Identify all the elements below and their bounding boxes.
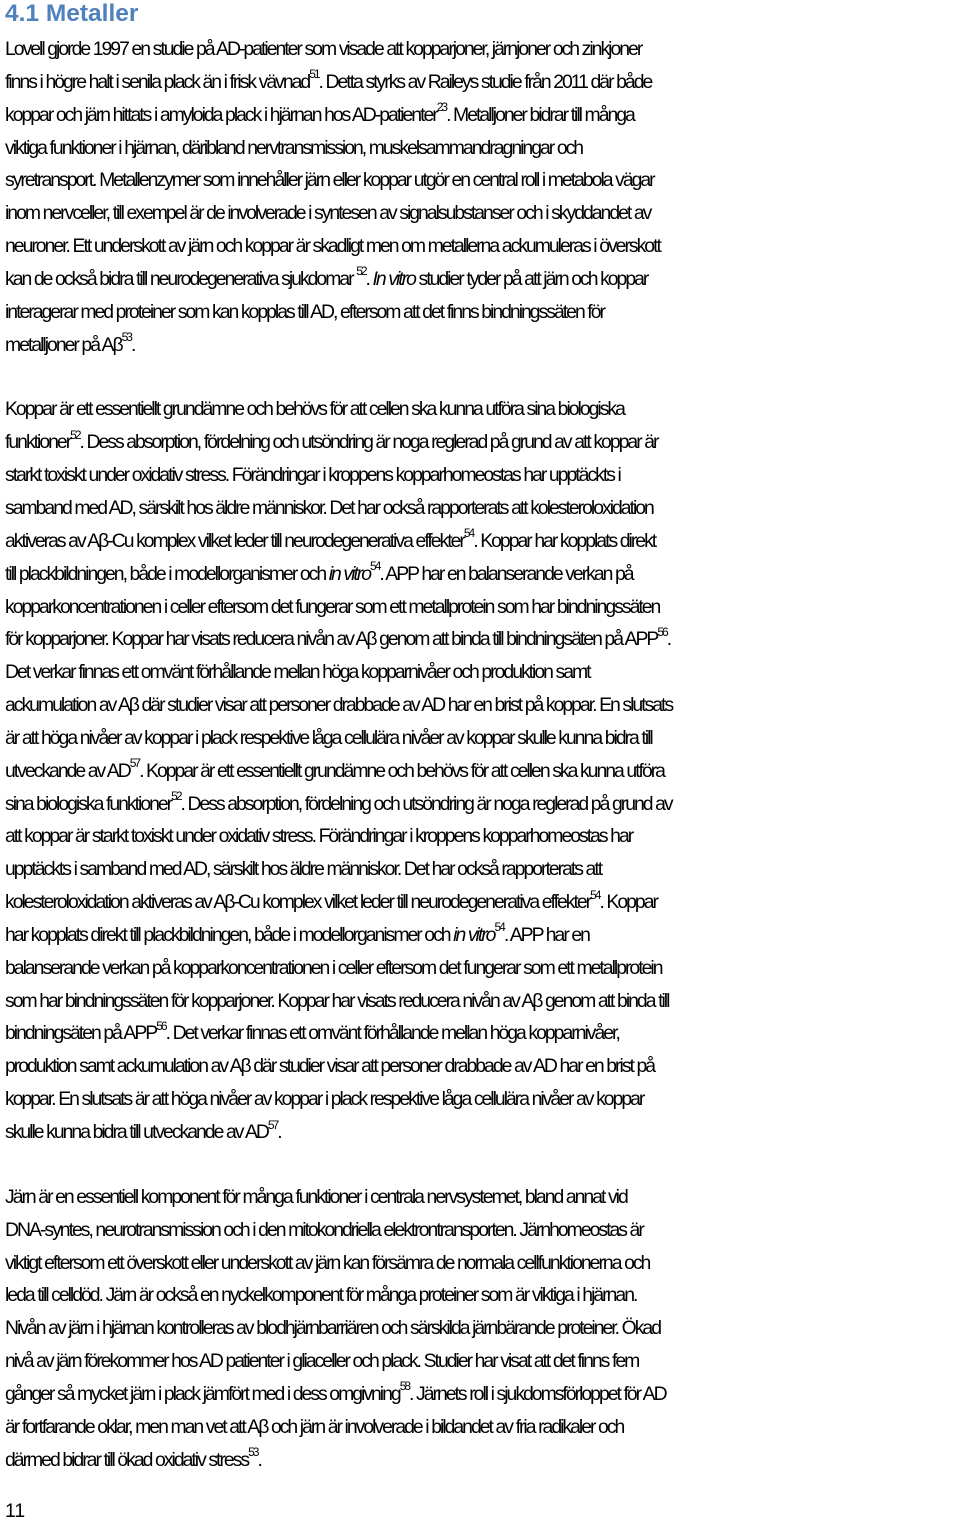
italic-term: in vitro [453,923,495,946]
text-run: interagerar med proteiner som kan kopplas till AD, eftersom att det finns bindningssäten för [5,300,604,323]
text-line [5,820,957,853]
citation-reference: 56 [657,624,667,639]
text-line [5,689,957,722]
text-line [5,886,957,919]
text-line [5,132,957,165]
text-run: . Dess absorption, fördelning och utsöndring är noga reglerad på grund av [180,792,672,815]
text-run: utveckande av AD [5,759,130,782]
text-run: Lovell gjorde 1997 en studie på AD-patienter som visade att kopparjoner, järnjoner och zinkjoner [5,38,642,60]
text-run: ackumulation av Aβ där studier visar att personer drabbade av AD har en brist på koppar. En slutsats [5,694,673,717]
text-line [5,1444,957,1477]
text-run: . [365,267,373,290]
text-run: . [257,1448,261,1471]
text-run: . Koppar är ett essentiellt grundämne och behövs för att cellen ska kunna utföra [139,759,664,782]
citation-reference: 54 [494,920,504,935]
text-line [5,1279,957,1312]
text-run: . [130,333,135,356]
text-run: . [277,1121,281,1143]
text-run: inom nervceller, till exempel är de involverade i syntesen av signalsubstanser och i skyddandet av [5,202,651,225]
italic-term: in vitro [328,562,371,585]
text-line [5,296,957,329]
text-run: upptäckts i samband med AD, särskilt hos äldre människor. Det har också rapporterats att [5,858,602,881]
text-run: till plackbildningen, både i modellorganismer och [5,562,329,585]
text-run: syretransport. Metallenzymer som innehåller järn eller koppar utgör en central roll i metabola vägar [5,169,654,192]
text-run: Järn är en essentiell komponent för många funktioner i centrala nervsystemet, bland annat vid [5,1185,627,1208]
text-run: finns i högre halt i senila plack än i frisk vävnad [5,70,310,93]
text-run: balanserande verkan på kopparkoncentrationen i celler eftersom det fungerar som ett metallprotein [5,956,662,979]
citation-reference: 56 [156,1019,166,1033]
text-run: produktion samt ackumulation av Aβ där studier visar att personer drabbade av AD har en brist på [5,1055,655,1078]
text-run: Det verkar finnas ett omvänt förhållande mellan höga kopparnivåer och produktion samt [5,661,590,684]
text-line [5,99,957,132]
text-run: DNA-syntes, neurotransmission och i den mitokondriella elektrontransporten. Järnhomeostas är [5,1218,643,1241]
text-line [5,722,957,755]
text-line [5,197,957,230]
citation-reference: 52 [356,264,366,279]
text-run: . APP har en balanserande verkan på [379,562,633,585]
citation-reference: 57 [129,756,140,771]
text-line [5,1312,957,1345]
text-line [5,1378,957,1411]
paragraph-1 [5,33,957,361]
citation-reference: 57 [267,1117,278,1132]
document-body [5,33,957,1476]
text-line [5,33,957,66]
text-run: funktioner [5,431,71,454]
citation-reference: 53 [248,1445,258,1460]
text-run: studier tyder på att järn och koppar [414,267,648,290]
text-run: samband med AD, särskilt hos äldre människor. Det har också rapporterats att kolesteroloxidation [5,496,653,519]
text-line [5,1181,957,1214]
text-line [5,459,957,492]
text-run: att koppar är starkt toxiskt under oxidativ stress. Förändringar i kroppens kopparhomeostas har [5,825,633,848]
paragraph-3 [5,1181,957,1477]
text-run: viktigt eftersom ett överskott eller underskott av järn kan försämra de normala cellfunktionerna och [5,1251,650,1274]
text-line [5,952,957,985]
text-run: kan de också bidra till neurodegenerativa sjukdomar [5,267,357,290]
italic-term: In vitro [372,267,415,290]
page-number: 11 [5,1500,26,1522]
text-line [5,591,957,624]
text-run: för kopparjoner. Koppar har visats reducera nivån av Aβ genom att binda till bindningsäten på APP [5,628,658,651]
text-run: Koppar är ett essentiellt grundämne och behövs för att cellen ska kunna utföra sina biologiska [5,398,624,421]
text-line [5,1050,957,1083]
text-run: är att höga nivåer av koppar i plack respektive låga cellulära nivåer av koppar skulle kunna bidra till [5,726,652,749]
text-run: Nivån av järn i hjärnan kontrolleras av blodhjärnbarriären och särskilda järnbärande proteiner. Ökad [5,1317,660,1340]
text-line [5,426,957,459]
text-run: . [666,628,671,651]
text-line [5,558,957,591]
text-run: kopparkoncentrationen i celler eftersom det fungerar som ett metallprotein som har bindningssäten [5,595,660,618]
text-run: . Koppar har kopplats direkt [473,529,656,552]
text-line [5,1411,957,1444]
section-heading: 4.1 Metaller [5,0,139,27]
text-run: bindningsäten på APP [5,1022,157,1045]
text-run: . Dess absorption, fördelning och utsöndring är noga reglerad på grund av att koppar är [79,431,658,454]
citation-reference: 51 [309,67,319,82]
text-run: . Järnets roll i sjukdomsförloppet för AD [409,1382,666,1405]
text-run: . Detta styrks av Raileys studie från 2011 där både [318,70,652,93]
citation-reference: 23 [436,100,447,115]
text-line [5,755,957,788]
text-line [5,1017,957,1050]
text-line [5,329,957,362]
text-run: koppar. En slutsats är att höga nivåer av koppar i plack respektive låga cellulära nivåer av koppar [5,1088,644,1111]
text-run: viktiga funktioner i hjärnan, däribland nervtransmission, muskelsammandragningar och [5,136,583,159]
text-run: skulle kunna bidra till utveckande av AD [5,1121,268,1143]
citation-reference: 54 [463,526,474,541]
text-line [5,1083,957,1116]
text-run: är fortfarande oklar, men man vet att Aβ och järn är involverade i bildandet av fria radikaler och [5,1415,624,1438]
text-line [5,263,957,296]
text-line [5,985,957,1018]
text-run: kolesteroloxidation aktiveras av Aβ-Cu komplex vilket leder till neurodegenerativa effekter [5,891,591,914]
citation-reference: 54 [590,887,600,902]
text-line [5,393,957,426]
text-line [5,230,957,263]
text-run: har kopplats direkt till plackbildningen, både i modellorganismer och [5,923,454,946]
text-line [5,1214,957,1247]
text-run: som har bindningssäten för kopparjoner. Koppar har visats reducera nivån av Aβ genom att binda till [5,989,669,1012]
text-run: aktiveras av Aβ-Cu komplex vilket leder till neurodegenerativa effekter [5,529,464,552]
text-run: neuroner. Ett underskott av järn och koppar är skadligt men om metallerna ackumuleras i överskott [5,235,660,258]
text-run: . Det verkar finnas ett omvänt förhållande mellan höga kopparnivåer, [165,1022,619,1045]
text-run: . Koppar [599,891,657,914]
text-run: koppar och järn hittats i amyloida plack i hjärnan hos AD-patienter [5,103,437,126]
text-line [5,788,957,821]
text-run: sina biologiska funktioner [5,792,172,815]
paragraph-2 [5,393,957,1148]
citation-reference: 58 [399,1379,410,1394]
text-line [5,1116,957,1149]
text-line [5,656,957,689]
text-run: metalljoner på Aβ [5,333,122,356]
text-line [5,492,957,525]
text-line [5,1247,957,1280]
text-line [5,853,957,886]
text-run: leda till celldöd. Järn är också en nyckelkomponent för många proteiner som är viktiga i hjärnan. [5,1284,637,1307]
text-run: . APP har en [503,923,589,946]
citation-reference: 53 [121,330,131,345]
text-run: . Metalljoner bidrar till många [446,103,634,126]
text-line [5,164,957,197]
text-line [5,919,957,952]
citation-reference: 54 [370,559,380,574]
text-line [5,66,957,99]
citation-reference: 52 [70,427,80,442]
text-line [5,525,957,558]
text-run: därmed bidrar till ökad oxidativ stress [5,1448,249,1471]
document-page [5,0,957,1476]
text-line [5,623,957,656]
citation-reference: 52 [171,789,181,804]
text-run: gånger så mycket järn i plack jämfört med i dess omgivning [5,1382,400,1405]
text-run: starkt toxiskt under oxidativ stress. Förändringar i kroppens kopparhomeostas har upptäckts i [5,464,620,487]
text-line [5,1345,957,1378]
text-run: nivå av järn förekommer hos AD patienter i gliaceller och plack. Studier har visat att det finns fem [5,1350,639,1373]
